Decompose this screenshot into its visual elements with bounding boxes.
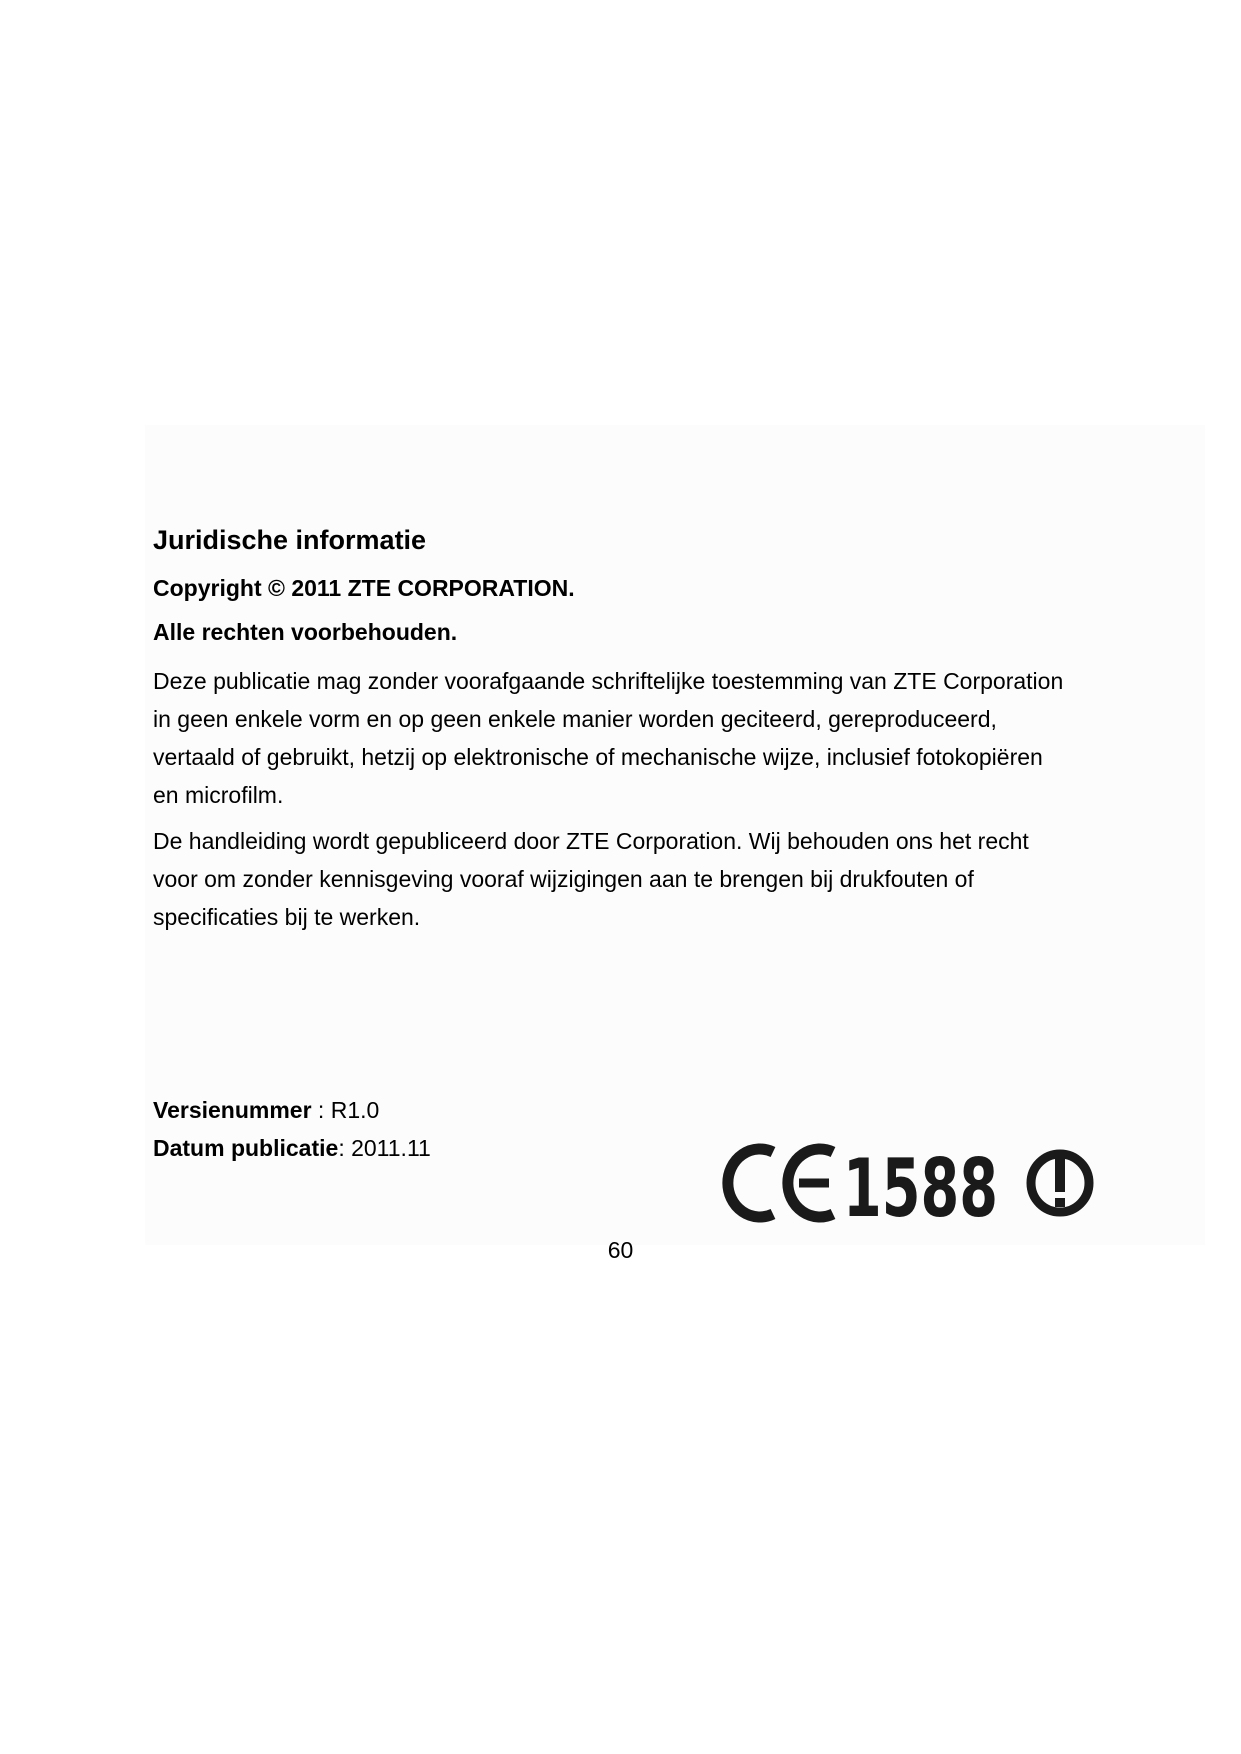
version-row xyxy=(153,1091,431,1129)
date-value: 2011.11 xyxy=(351,1135,431,1161)
legal-section xyxy=(153,524,1073,944)
version-value: R1.0 xyxy=(330,1097,380,1123)
ce-mark-icon xyxy=(715,1130,1105,1230)
version-separator: : xyxy=(311,1097,331,1123)
paragraph-publisher: De handleiding wordt gepubliceerd door ZTE Corporation. Wij behouden ons het recht voor om zonder kennisgeving vooraf wijzigingen aan te brengen bij drukfouten of specificaties bij te werken. xyxy=(153,828,1029,931)
section-title: Juridische informatie xyxy=(153,525,427,555)
page-number: 60 xyxy=(607,1237,634,1263)
date-label: Datum publicatie xyxy=(153,1135,339,1161)
paragraph-reproduction: Deze publicatie mag zonder voorafgaande schriftelijke toestemming van ZTE Corporation in geen enkele vorm en op geen enkele manier worden geciteerd, gereproduceerd, vertaald of gebruikt, hetzij op elektronische of mechanische wijze, inclusief fotokopiëren en microfilm. xyxy=(153,668,1064,809)
version-info xyxy=(153,1091,431,1167)
date-separator: : xyxy=(338,1135,352,1161)
version-label: Versienummer xyxy=(153,1097,312,1123)
rights-line: Alle rechten voorbehouden. xyxy=(153,619,458,646)
copyright-line: Copyright © 2011 ZTE CORPORATION. xyxy=(153,575,575,602)
svg-text:1588: 1588 xyxy=(843,1142,998,1230)
date-row xyxy=(153,1129,431,1167)
